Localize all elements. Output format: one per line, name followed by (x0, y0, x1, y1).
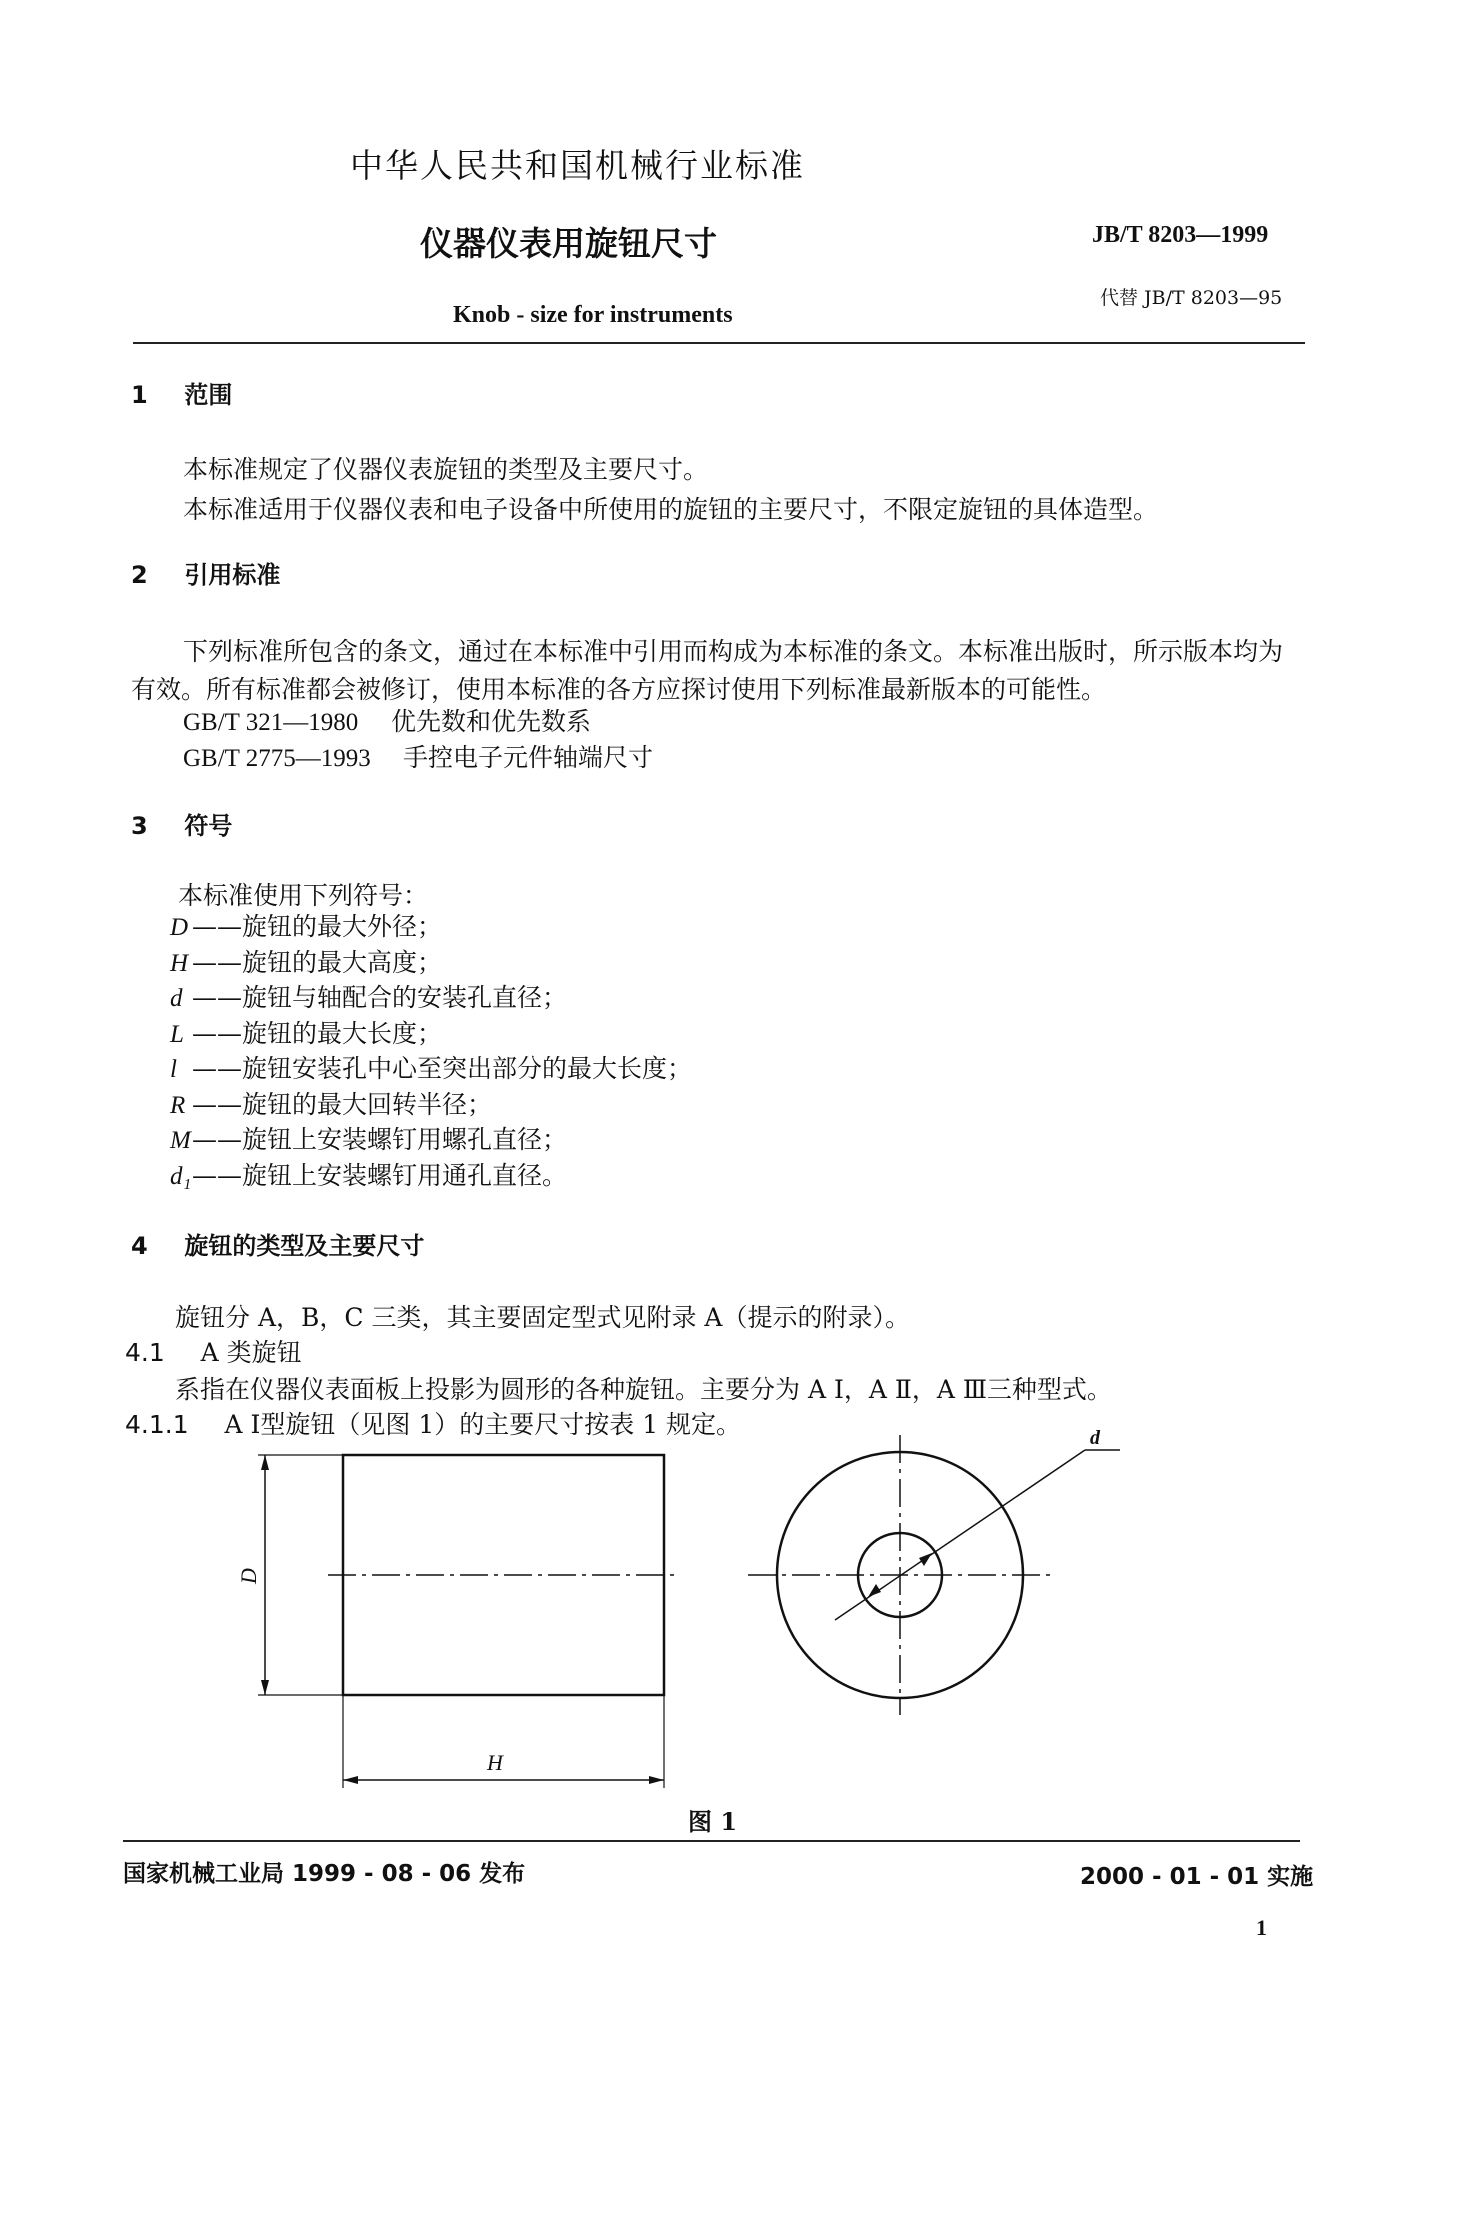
section-title: 引用标准 (184, 561, 281, 589)
section-title: 范围 (184, 381, 233, 409)
section-number: 4 (131, 1232, 148, 1260)
replaces-code: 代替 JB/T 8203—95 (1100, 287, 1283, 309)
effective-date-line: 2000 - 01 - 01 实施 (1080, 1864, 1314, 1890)
section-4-intro: 旋钮分 A，B，C 三类，其主要固定型式见附录 A（提示的附录）。 (175, 1303, 910, 1332)
symbol-letter: M (170, 1127, 191, 1154)
reference-code: GB/T 2775—1993 (183, 745, 371, 772)
symbol-description: ——旋钮上安装螺钉用通孔直径。 (192, 1160, 568, 1190)
symbol-letter: d (170, 985, 183, 1012)
reference-title: 优先数和优先数系 (390, 707, 591, 736)
section-1-para-1: 本标准规定了仪器仪表旋钮的类型及主要尺寸。 (183, 455, 709, 484)
section-number: 1 (131, 381, 148, 409)
subsection-title: A 类旋钮 (200, 1338, 302, 1367)
section-title: 符号 (184, 812, 233, 840)
figure-caption: 图 1 (688, 1807, 738, 1836)
symbol-letter: H (170, 949, 189, 977)
label-H: H (487, 1750, 503, 1775)
reference-title: 手控电子元件轴端尺寸 (402, 743, 653, 772)
subsection-4-1-text: 系指在仪器仪表面板上投影为圆形的各种旋钮。主要分为 A Ⅰ，A Ⅱ，A Ⅲ三种型式。 (175, 1375, 1112, 1404)
issuer-line: 国家机械工业局 1999 - 08 - 06 发布 (123, 1861, 526, 1887)
symbol-description: ——旋钮安装孔中心至突出部分的最大长度； (192, 1054, 693, 1083)
symbol-description: ——旋钮的最大高度； (192, 947, 443, 977)
symbol-letter: R (170, 1091, 186, 1119)
section-number: 2 (131, 561, 148, 589)
page-number: 1 (1256, 1915, 1267, 1940)
section-title: 旋钮的类型及主要尺寸 (184, 1232, 425, 1260)
label-D: D (235, 1568, 261, 1584)
footer-rule (123, 1840, 1300, 1842)
industry-standard-title: 中华人民共和国机械行业标准 (350, 146, 805, 185)
section-number: 3 (131, 812, 148, 840)
symbol-letter: L (170, 1020, 184, 1048)
reference-code: GB/T 321—1980 (183, 709, 359, 736)
section-1-para-2: 本标准适用于仪器仪表和电子设备中所使用的旋钮的主要尺寸，不限定旋钮的具体造型。 (183, 495, 1159, 524)
symbol-description: ——旋钮的最大外径； (192, 912, 443, 941)
symbol-letter: l (170, 1056, 177, 1083)
subsection-number: 4.1 (125, 1338, 165, 1367)
subsection-text: A Ⅰ型旋钮（见图 1）的主要尺寸按表 1 规定。 (224, 1410, 742, 1439)
symbol-description: ——旋钮与轴配合的安装孔直径； (192, 983, 568, 1012)
symbol-letter: D (170, 914, 189, 941)
symbol-description: ——旋钮的最大长度； (192, 1018, 443, 1048)
document-title-cn: 仪器仪表用旋钮尺寸 (420, 224, 717, 263)
section-3-intro: 本标准使用下列符号： (178, 881, 429, 910)
symbol-description: ——旋钮上安装螺钉用螺孔直径； (192, 1125, 568, 1154)
section-2-para-line-2: 有效。所有标准都会被修订，使用本标准的各方应探讨使用下列标准最新版本的可能性。 (131, 675, 1107, 704)
symbol-letter: d₁ (170, 1162, 192, 1190)
subsection-number: 4.1.1 (125, 1410, 189, 1439)
standard-code: JB/T 8203—1999 (1092, 222, 1269, 248)
document-title-en: Knob - size for instruments (453, 302, 733, 328)
symbol-description: ——旋钮的最大回转半径； (192, 1089, 493, 1119)
label-d: d (1090, 1427, 1100, 1449)
section-2-para-line-1: 下列标准所包含的条文，通过在本标准中引用而构成为本标准的条文。本标准出版时，所示版本均为 (183, 637, 1284, 666)
